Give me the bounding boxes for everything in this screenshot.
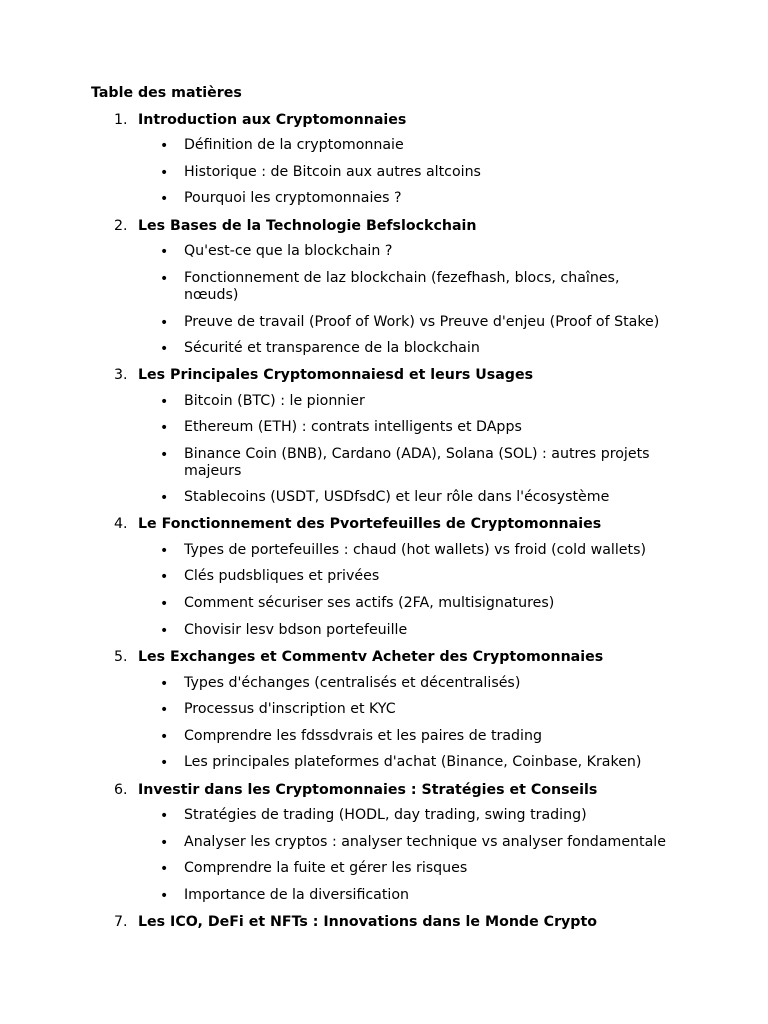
section-title: Investir dans les Cryptomonnaies : Stratégies et Conseils — [138, 782, 598, 798]
list-item-text: Processus d'inscription et KYC — [184, 701, 396, 717]
list-item-text: Binance Coin (BNB), Cardano (ADA), Solana (SOL) : autres projets majeurs — [184, 446, 650, 479]
section-title: Les Exchanges et Commentv Acheter des Cryptomonnaies — [138, 649, 604, 665]
list-item-text: Types de portefeuilles : chaud (hot wallets) vs froid (cold wallets) — [184, 542, 647, 558]
bullet-icon: • — [160, 165, 169, 181]
bullet-icon: • — [160, 596, 169, 612]
bullet-icon: • — [160, 420, 169, 436]
section-number: 5. — [114, 649, 128, 665]
section-title: Les Bases de la Technologie Befslockchain — [138, 218, 477, 234]
bullet-icon: • — [160, 394, 169, 410]
list-item-text: Importance de la diversification — [184, 887, 410, 903]
list-item-text: Sécurité et transparence de la blockchain — [184, 340, 480, 356]
bullet-icon: • — [160, 244, 169, 260]
list-item-text: Fonctionnement de laz blockchain (fezefhash, blocs, chaînes, nœuds) — [184, 270, 620, 303]
list-item-text: Pourquoi les cryptomonnaies ? — [184, 190, 402, 206]
toc-title: Table des matières — [91, 85, 242, 101]
list-item-text: Preuve de travail (Proof of Work) vs Preuve d'enjeu (Proof of Stake) — [184, 314, 660, 330]
bullet-icon: • — [160, 271, 169, 287]
list-item-text: Les principales plateformes d'achat (Binance, Coinbase, Kraken) — [184, 754, 642, 770]
list-item-text: Types d'échanges (centralisés et décentralisés) — [184, 675, 521, 691]
list-item-text: Stablecoins (USDT, USDfsdC) et leur rôle dans l'écosystème — [184, 489, 610, 505]
list-item-text: Chovisir lesv bdson portefeuille — [184, 622, 408, 638]
list-item-text: Historique : de Bitcoin aux autres altcoins — [184, 164, 481, 180]
bullet-icon: • — [160, 191, 169, 207]
list-item-text: Comment sécuriser ses actifs (2FA, multisignatures) — [184, 595, 555, 611]
bullet-icon: • — [160, 861, 169, 877]
list-item-text: Comprendre la fuite et gérer les risques — [184, 860, 468, 876]
section-title: Les ICO, DeFi et NFTs : Innovations dans le Monde Crypto — [138, 914, 597, 930]
section-number: 7. — [114, 914, 128, 930]
bullet-icon: • — [160, 676, 169, 692]
bullet-icon: • — [160, 315, 169, 331]
list-item-text: Analyser les cryptos : analyser technique vs analyser fondamentale — [184, 834, 666, 850]
section-title: Les Principales Cryptomonnaiesd et leurs Usages — [138, 367, 534, 383]
list-item-text: Comprendre les fdssdvrais et les paires de trading — [184, 728, 542, 744]
list-item-text: Bitcoin (BTC) : le pionnier — [184, 393, 365, 409]
list-item-text: Définition de la cryptomonnaie — [184, 137, 404, 153]
bullet-icon: • — [160, 490, 169, 506]
list-item-text: Clés pudsbliques et privées — [184, 568, 380, 584]
section-title: Introduction aux Cryptomonnaies — [138, 112, 407, 128]
section-number: 2. — [114, 218, 128, 234]
bullet-icon: • — [160, 835, 169, 851]
bullet-icon: • — [160, 447, 169, 463]
bullet-icon: • — [160, 702, 169, 718]
bullet-icon: • — [160, 808, 169, 824]
bullet-icon: • — [160, 138, 169, 154]
bullet-icon: • — [160, 569, 169, 585]
section-number: 3. — [114, 367, 128, 383]
section-number: 6. — [114, 782, 128, 798]
list-item-text: Stratégies de trading (HODL, day trading, swing trading) — [184, 807, 587, 823]
bullet-icon: • — [160, 755, 169, 771]
bullet-icon: • — [160, 623, 169, 639]
section-number: 4. — [114, 516, 128, 532]
bullet-icon: • — [160, 729, 169, 745]
list-item-text: Qu'est-ce que la blockchain ? — [184, 243, 393, 259]
bullet-icon: • — [160, 543, 169, 559]
section-title: Le Fonctionnement des Pvortefeuilles de Cryptomonnaies — [138, 516, 602, 532]
list-item-text: Ethereum (ETH) : contrats intelligents et DApps — [184, 419, 522, 435]
section-number: 1. — [114, 112, 128, 128]
bullet-icon: • — [160, 888, 169, 904]
bullet-icon: • — [160, 341, 169, 357]
